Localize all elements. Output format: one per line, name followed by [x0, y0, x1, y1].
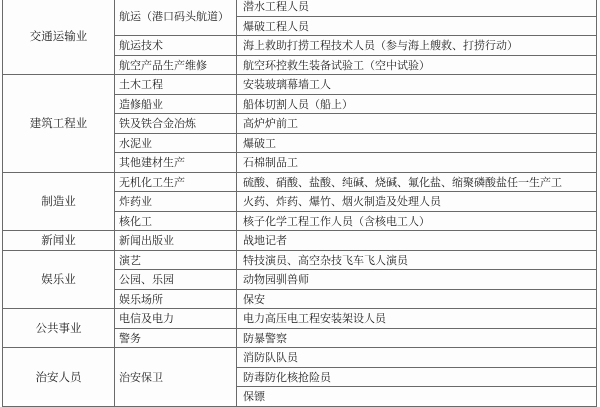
job-cell: 硫酸、硝酸、盐酸、纯碱、烧碱、氟化盐、缩聚磷酸盐任一生产工 [237, 172, 597, 192]
category-cell: 建筑工程业 [3, 75, 115, 173]
job-cell: 防毒防化核抢险员 [237, 367, 597, 387]
subcategory-cell: 演艺 [115, 250, 237, 270]
subcategory-cell: 电信及电力 [115, 309, 237, 329]
job-cell: 防暴警察 [237, 328, 597, 348]
subcategory-cell: 土木工程 [115, 75, 237, 95]
job-cell: 动物园驯兽师 [237, 270, 597, 290]
subcategory-cell: 航空产品生产维修 [115, 55, 237, 75]
category-cell: 治安人员 [3, 348, 115, 407]
job-cell: 保镖 [237, 387, 597, 407]
category-cell: 公共事业 [3, 309, 115, 348]
job-cell: 高炉炉前工 [237, 114, 597, 134]
category-cell: 交通运输业 [3, 0, 115, 75]
job-cell: 爆破工程人员 [237, 16, 597, 36]
subcategory-cell: 警务 [115, 328, 237, 348]
job-cell: 潜水工程人员 [237, 0, 597, 16]
category-cell: 制造业 [3, 172, 115, 231]
subcategory-cell: 娱乐场所 [115, 289, 237, 309]
table-row [3, 172, 597, 192]
occupation-table [2, 0, 597, 407]
subcategory-cell: 铁及铁合金冶炼 [115, 114, 237, 134]
subcategory-cell: 造修船业 [115, 94, 237, 114]
job-cell: 火药、炸药、爆竹、烟火制造及处理人员 [237, 192, 597, 212]
job-cell: 海上救助打捞工程技术人员（参与海上艘救、打捞行动） [237, 36, 597, 56]
subcategory-cell: 航运（港口码头航道） [115, 0, 237, 36]
job-cell: 核子化学工程工作人员（含核电工人） [237, 211, 597, 231]
table-row [3, 231, 597, 251]
subcategory-cell: 无机化工生产 [115, 172, 237, 192]
job-cell: 战地记者 [237, 231, 597, 251]
table-row [3, 309, 597, 329]
job-cell: 航空环控救生装备试验工（空中试验） [237, 55, 597, 75]
job-cell: 消防队队员 [237, 348, 597, 368]
subcategory-cell: 核化工 [115, 211, 237, 231]
subcategory-cell: 公园、乐园 [115, 270, 237, 290]
table-row [3, 0, 597, 16]
table-row [3, 348, 597, 368]
subcategory-cell: 炸药业 [115, 192, 237, 212]
job-cell: 特技演员、高空杂技飞车飞人演员 [237, 250, 597, 270]
job-cell: 电力高压电工程安装架设人员 [237, 309, 597, 329]
job-cell: 爆破工 [237, 133, 597, 153]
category-cell: 娱乐业 [3, 250, 115, 309]
table-row [3, 75, 597, 95]
job-cell: 船体切割人员（船上） [237, 94, 597, 114]
job-cell: 安装玻璃幕墙工人 [237, 75, 597, 95]
job-cell: 石棉制品工 [237, 153, 597, 173]
category-cell: 新闻业 [3, 231, 115, 251]
subcategory-cell: 水泥业 [115, 133, 237, 153]
subcategory-cell: 其他建材生产 [115, 153, 237, 173]
job-cell: 保安 [237, 289, 597, 309]
subcategory-cell: 治安保卫 [115, 348, 237, 407]
table-row [3, 250, 597, 270]
subcategory-cell: 新闻出版业 [115, 231, 237, 251]
subcategory-cell: 航运技术 [115, 36, 237, 56]
